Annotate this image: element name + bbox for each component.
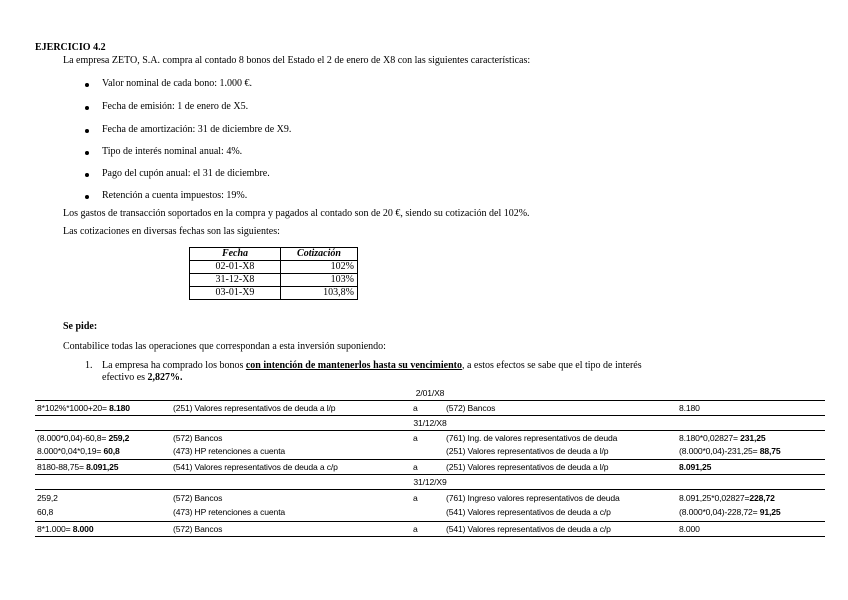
a-separator: a bbox=[413, 403, 418, 413]
journal-row bbox=[35, 524, 825, 535]
question-item-emphasis: con intención de mantenerlos hasta su vencimiento bbox=[245, 360, 462, 371]
divider bbox=[35, 489, 825, 490]
question-item-text-continued: , a estos efectos se sabe que el tipo de interés bbox=[461, 360, 642, 371]
calc-cell: 259,2 bbox=[37, 493, 58, 503]
amount-cell: (8.000*0,04)-231,25= 88,75 bbox=[679, 446, 781, 456]
journal-row bbox=[35, 403, 825, 414]
bullet-icon bbox=[85, 195, 89, 199]
a-separator: a bbox=[413, 493, 418, 503]
debit-account: (541) Valores representativos de deuda a c/p bbox=[173, 462, 338, 472]
question-item-text: efectivo es bbox=[102, 372, 148, 383]
a-separator: a bbox=[413, 524, 418, 534]
credit-account: (761) Ingreso valores representativos de deuda bbox=[446, 493, 620, 503]
amount-cell: (8.000*0,04)-228,72= 91,25 bbox=[679, 507, 781, 517]
effective-rate: 2,827%. bbox=[147, 372, 183, 383]
journal-row bbox=[35, 507, 825, 518]
question-heading: Se pide: bbox=[63, 321, 98, 332]
bullet-icon bbox=[85, 106, 89, 110]
credit-account: (251) Valores representativos de deuda a l/p bbox=[446, 462, 609, 472]
credit-account: (251) Valores representativos de deuda a l/p bbox=[446, 446, 609, 456]
bullet-icon bbox=[85, 151, 89, 155]
calc-cell: 60,8 bbox=[37, 507, 54, 517]
question-instruction: Contabilice todas las operaciones que correspondan a esta inversión suponiendo: bbox=[63, 341, 386, 352]
question-item-number: 1. bbox=[85, 360, 93, 371]
bullet-item: Tipo de interés nominal anual: 4%. bbox=[102, 146, 243, 157]
quote-cell: 103% bbox=[281, 274, 358, 287]
entry-date: 2/01/X8 bbox=[415, 388, 445, 398]
divider bbox=[35, 430, 825, 431]
calc-cell: (8.000*0,04)-60,8= 259,2 bbox=[37, 433, 130, 443]
divider bbox=[35, 400, 825, 401]
bullet-icon bbox=[85, 83, 89, 87]
credit-account: (761) Ing. de valores representativos de deuda bbox=[446, 433, 618, 443]
amount-cell: 8.091,25 bbox=[679, 462, 712, 472]
bullet-item: Fecha de amortización: 31 de diciembre de X9. bbox=[102, 124, 292, 135]
debit-account: (251) Valores representativos de deuda a l/p bbox=[173, 403, 336, 413]
credit-account: (572) Bancos bbox=[446, 403, 496, 413]
table-header-row bbox=[190, 248, 358, 261]
column-header-fecha: Fecha bbox=[190, 248, 281, 261]
quotes-intro: Las cotizaciones en diversas fechas son las siguientes: bbox=[63, 226, 280, 237]
credit-account: (541) Valores representativos de deuda a c/p bbox=[446, 507, 611, 517]
date-cell: 02-01-X8 bbox=[190, 261, 281, 274]
bullet-item: Retención a cuenta impuestos: 19%. bbox=[102, 190, 248, 201]
journal-row bbox=[35, 462, 825, 473]
table-row bbox=[190, 274, 358, 287]
credit-account: (541) Valores representativos de deuda a c/p bbox=[446, 524, 611, 534]
debit-account: (572) Bancos bbox=[173, 433, 223, 443]
a-separator: a bbox=[413, 462, 418, 472]
calc-cell: 8*102%*1000+20= 8.180 bbox=[37, 403, 130, 413]
divider bbox=[35, 536, 825, 537]
debit-account: (473) HP retenciones a cuenta bbox=[173, 507, 286, 517]
date-cell: 03-01-X9 bbox=[190, 287, 281, 300]
bullet-item: Fecha de emisión: 1 de enero de X5. bbox=[102, 101, 249, 112]
quote-cell: 102% bbox=[281, 261, 358, 274]
bullet-item: Valor nominal de cada bono: 1.000 €. bbox=[102, 78, 252, 89]
exercise-intro: La empresa ZETO, S.A. compra al contado 8 bonos del Estado el 2 de enero de X8 con las siguientes características: bbox=[63, 55, 531, 66]
costs-text: Los gastos de transacción soportados en la compra y pagados al contado son de 20 €, siendo su cotización del 102%. bbox=[63, 208, 530, 219]
divider bbox=[35, 521, 825, 522]
journal-row bbox=[35, 446, 825, 457]
question-item-line2 bbox=[102, 372, 183, 384]
amount-cell: 8.000 bbox=[679, 524, 700, 534]
divider bbox=[35, 415, 825, 416]
bullet-icon bbox=[85, 129, 89, 133]
table-row bbox=[190, 287, 358, 300]
calc-cell: 8180-88,75= 8.091,25 bbox=[37, 462, 119, 472]
journal-row bbox=[35, 493, 825, 504]
debit-account: (572) Bancos bbox=[173, 524, 223, 534]
table-row bbox=[190, 261, 358, 274]
a-separator: a bbox=[413, 433, 418, 443]
debit-account: (572) Bancos bbox=[173, 493, 223, 503]
divider bbox=[35, 459, 825, 460]
entry-date: 31/12/X9 bbox=[413, 477, 447, 487]
date-cell: 31-12-X8 bbox=[190, 274, 281, 287]
bullet-item: Pago del cupón anual: el 31 de diciembre. bbox=[102, 168, 270, 179]
divider bbox=[35, 474, 825, 475]
exercise-title: EJERCICIO 4.2 bbox=[35, 42, 106, 53]
amount-cell: 8.180 bbox=[679, 403, 700, 413]
entry-date: 31/12/X8 bbox=[413, 418, 447, 428]
calc-cell: 8.000*0,04*0,19= 60,8 bbox=[37, 446, 120, 456]
column-header-cotizacion: Cotización bbox=[281, 248, 358, 261]
amount-cell: 8.091,25*0,02827=228,72 bbox=[679, 493, 775, 503]
quote-table bbox=[189, 247, 358, 300]
question-item-line1 bbox=[102, 360, 642, 372]
calc-cell: 8*1.000= 8.000 bbox=[37, 524, 94, 534]
quote-cell: 103,8% bbox=[281, 287, 358, 300]
journal-row bbox=[35, 433, 825, 444]
debit-account: (473) HP retenciones a cuenta bbox=[173, 446, 286, 456]
amount-cell: 8.180*0,02827= 231,25 bbox=[679, 433, 766, 443]
question-item-text: La empresa ha comprado los bonos bbox=[102, 360, 246, 371]
bullet-icon bbox=[85, 173, 89, 177]
